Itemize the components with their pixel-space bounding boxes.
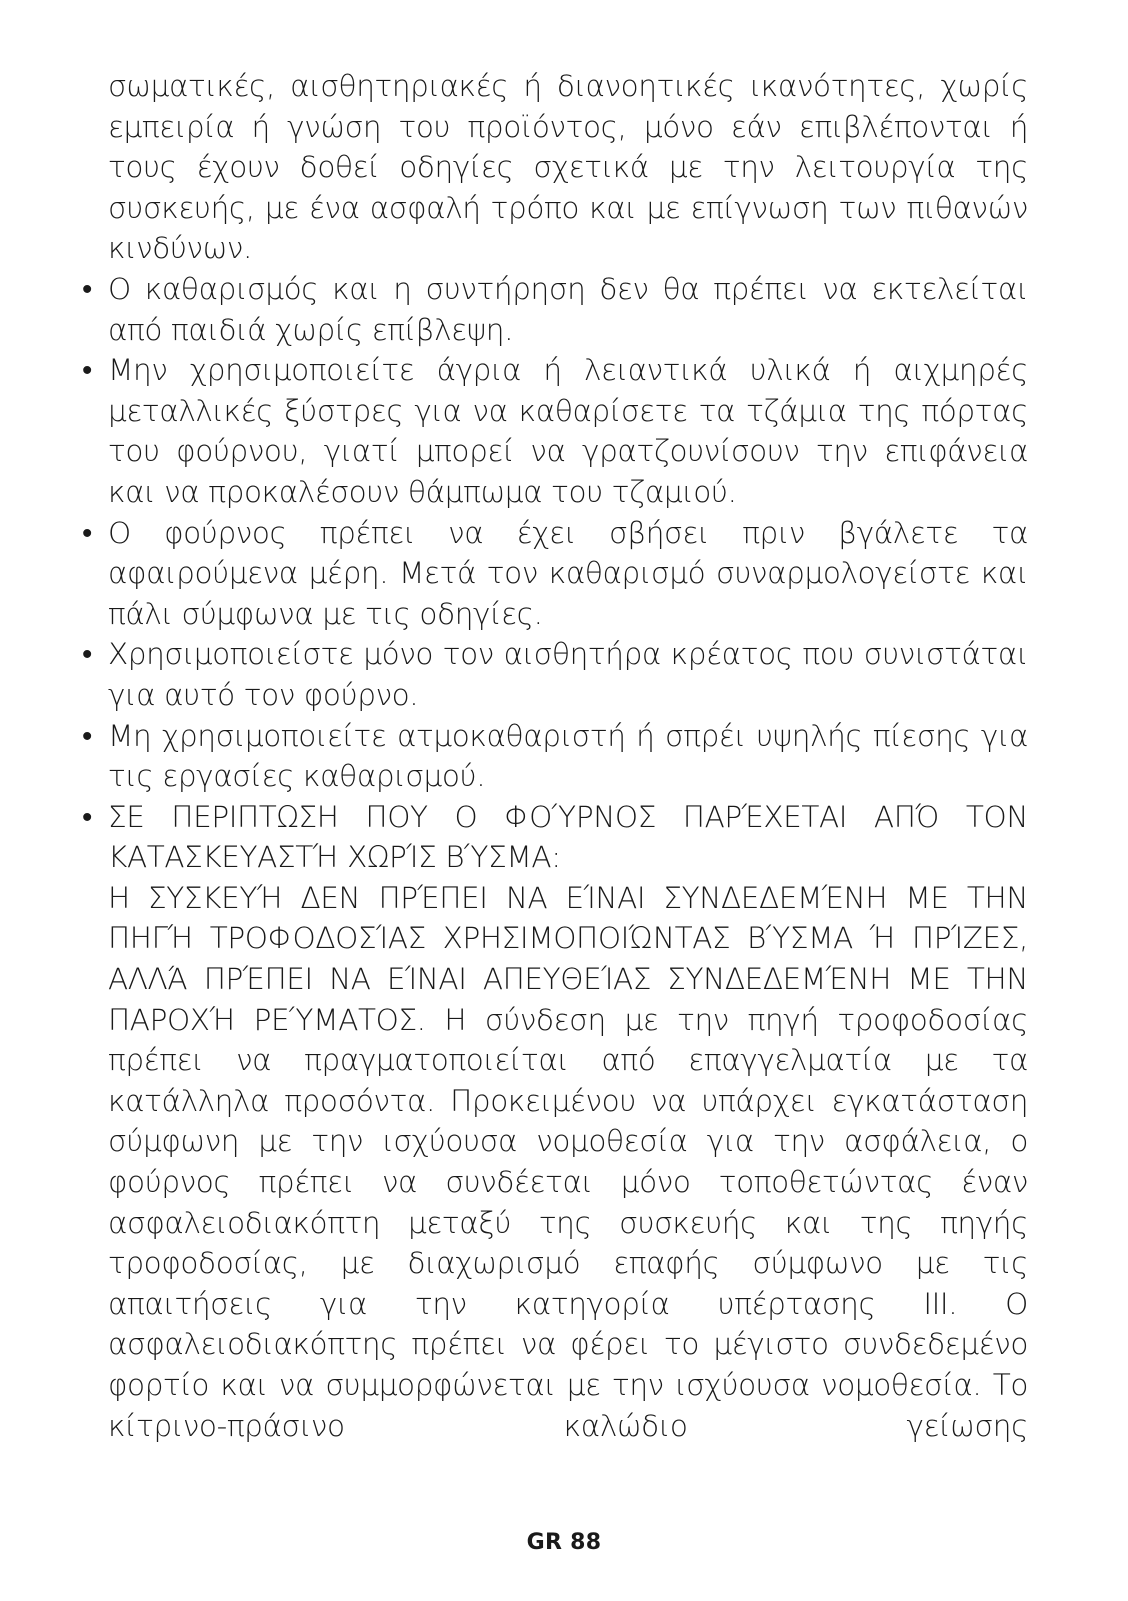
safety-bullet-list: [82, 269, 1028, 1446]
list-item: [82, 634, 1028, 715]
list-item: [82, 797, 1028, 1447]
list-item: [82, 269, 1028, 350]
list-item: [82, 350, 1028, 512]
list-item-text: Ο φούρνος πρέπει να έχει σβήσει πριν βγάλετε τα αφαιρούμενα μέρη. Μετά τον καθαρισμό συναρμολογείστε και πάλι σύμφωνα με τις οδηγίες.: [108, 515, 1028, 631]
bullet-icon: •: [82, 799, 92, 834]
list-item-text: Μη χρησιμοποιείτε ατμοκαθαριστή ή σπρέι υψηλής πίεσης για τις εργασίες καθαρισμού.: [108, 718, 1028, 794]
list-item-text: Η ΣΥΣΚΕΥΉ ΔΕΝ ΠΡΈΠΕΙ ΝΑ ΕΊΝΑΙ ΣΥΝΔΕΔΕΜΈΝΗ ΜΕ ΤΗΝ ΠΗΓΉ ΤΡΟΦΟΔΟΣΊΑΣ ΧΡΗΣΙΜΟΠΟΙΏΝΤΑΣ ΒΎΣΜΑ Ή ΠΡΊΖΕΣ, ΑΛΛΆ ΠΡΈΠΕΙ ΝΑ ΕΊΝΑΙ ΑΠΕΥΘΕΊΑΣ ΣΥΝΔΕΔΕΜΈΝΗ ΜΕ ΤΗΝ ΠΑΡΟΧΉ ΡΕΎΜΑΤΟΣ. Η σύνδεση με την πηγή τροφοδοσίας πρέπει να πραγματοποιείται από επαγγελματία με τα κατάλληλα προσόντα. Προκειμένου να υπάρχει εγκατάσταση σύμφωνη με την ισχύουσα νομοθεσία για την ασφάλεια, ο φούρνος πρέπει να συνδέεται μόνο τοποθετώντας έναν ασφαλειοδιακόπτη μεταξύ της συσκευής και της πηγής τροφοδοσίας, με διαχωρισμό επαφής σύμφωνο με τις απαιτήσεις για την κατηγορία υπέρτασης III. Ο ασφαλειοδιακόπτης πρέπει να φέρει το μέγιστο συνδεδεμένο φορτίο και να συμμορφώνεται με την ισχύουσα νομοθεσία. Το κίτρινο-πράσινο καλώδιο γείωσης: [108, 880, 1028, 1443]
bullet-icon: •: [82, 515, 92, 550]
list-item-heading: ΣΕ ΠΕΡΙΠΤΩΣΗ ΠΟΥ Ο ΦΟΎΡΝΟΣ ΠΑΡΈΧΕΤΑΙ ΑΠΌ ΤΟΝ ΚΑΤΑΣΚΕΥΑΣΤΉ ΧΩΡΊΣ ΒΎΣΜΑ:: [108, 799, 1028, 875]
bullet-icon: •: [82, 637, 92, 672]
list-item-text: Ο καθαρισμός και η συντήρηση δεν θα πρέπει να εκτελείται από παιδιά χωρίς επίβλεψη.: [108, 271, 1028, 347]
list-item-text: Μην χρησιμοποιείτε άγρια ή λειαντικά υλικά ή αιχμηρές μεταλλικές ξύστρες για να καθαρίσετε τα τζάμια της πόρτας του φούρνου, γιατί μπορεί να γρατζουνίσουν την επιφάνεια και να προκαλέσουν θάμπωμα του τζαμιού.: [108, 353, 1028, 509]
list-item: [82, 716, 1028, 797]
list-item-text: Χρησιμοποιείστε μόνο τον αισθητήρα κρέατος που συνιστάται για αυτό τον φούρνο.: [108, 637, 1028, 712]
bullet-icon: •: [82, 718, 92, 753]
bullet-icon: •: [82, 353, 92, 388]
list-item: [82, 513, 1028, 635]
page-number: GR 88: [526, 1530, 602, 1555]
continuation-paragraph: σωματικές, αισθητηριακές ή διανοητικές ικανότητες, χωρίς εμπειρία ή γνώση του προϊόντος, μόνο εάν επιβλέπονται ή τους έχουν δοθεί οδηγίες σχετικά με την λειτουργία της συσκευής, με ένα ασφαλή τρόπο και με επίγνωση των πιθανών κινδύνων.: [108, 69, 1028, 266]
document-body: [82, 66, 1028, 1446]
bullet-icon: •: [82, 271, 92, 306]
